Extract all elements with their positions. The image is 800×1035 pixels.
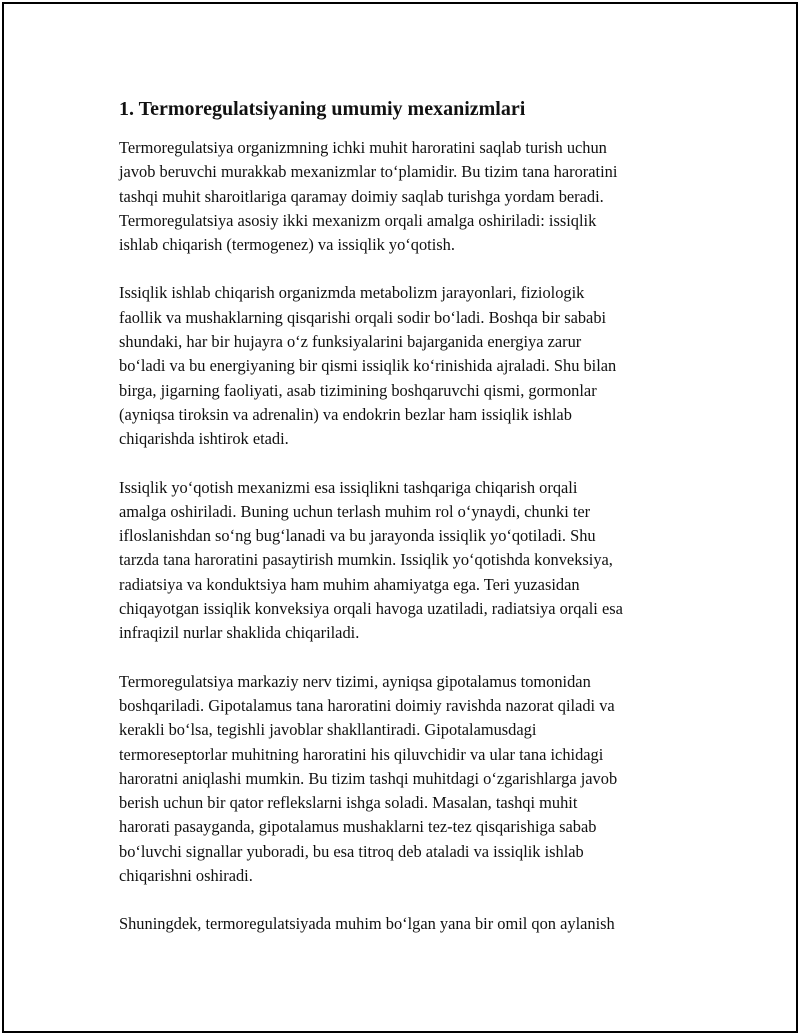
paragraph (119, 912, 699, 936)
paragraph-line: chiqayotgan issiqlik konveksiya orqali havoga uzatiladi, radiatsiya orqali esa (119, 599, 623, 619)
paragraph-list (119, 136, 699, 937)
paragraph-line: haroratni aniqlashi mumkin. Bu tizim tashqi muhitdagi o‘zgarishlarga javob (119, 768, 618, 788)
paragraph-line: bo‘luvchi signallar yuboradi, bu esa titroq deb ataladi va issiqlik ishlab (119, 841, 584, 861)
paragraph-line: Shuningdek, termoregulatsiyada muhim bo‘lgan yana bir omil qon aylanish (119, 914, 615, 934)
paragraph (119, 670, 699, 889)
paragraph-line: amalga oshiriladi. Buning uchun terlash muhim rol o‘ynaydi, chunki ter (119, 501, 591, 521)
paragraph-line: tashqi muhit sharoitlariga qaramay doimiy saqlab turishga yordam beradi. (119, 186, 604, 206)
paragraph (119, 476, 699, 646)
paragraph-line: Termoregulatsiya asosiy ikki mexanizm orqali amalga oshiriladi: issiqlik (119, 210, 597, 230)
paragraph (119, 281, 699, 451)
paragraph (119, 136, 699, 257)
paragraph-line: boshqariladi. Gipotalamus tana haroratini doimiy ravishda nazorat qiladi va (119, 695, 615, 715)
document-body (119, 96, 699, 961)
paragraph-line: Issiqlik yo‘qotish mexanizmi esa issiqlikni tashqariga chiqarish orqali (119, 477, 578, 497)
paragraph-line: faollik va mushaklarning qisqarishi orqali sodir bo‘ladi. Boshqa bir sababi (119, 307, 607, 327)
paragraph-line: bo‘ladi va bu energiyaning bir qismi issiqlik ko‘rinishida ajraladi. Shu bilan (119, 356, 617, 376)
paragraph-line: chiqarishni oshiradi. (119, 866, 253, 886)
paragraph-line: ifloslanishdan so‘ng bug‘lanadi va bu jarayonda issiqlik yo‘qotiladi. Shu (119, 526, 596, 546)
paragraph-line: radiatsiya va konduktsiya ham muhim ahamiyatga ega. Teri yuzasidan (119, 574, 580, 594)
paragraph-line: shundaki, har bir hujayra o‘z funksiyalarini bajarganida energiya zarur (119, 332, 582, 352)
document-page (2, 2, 798, 1033)
paragraph-line: Termoregulatsiya organizmning ichki muhit haroratini saqlab turish uchun (119, 138, 607, 157)
paragraph-line: javob beruvchi murakkab mexanizmlar to‘plamidir. Bu tizim tana haroratini (119, 162, 618, 182)
paragraph-line: ishlab chiqarish (termogenez) va issiqlik yo‘qotish. (119, 235, 455, 255)
section-heading: 1. Termoregulatsiyaning umumiy mexanizmlari (119, 98, 526, 120)
paragraph-line: kerakli bo‘lsa, tegishli javoblar shakllantiradi. Gipotalamusdagi (119, 720, 537, 740)
paragraph-line: berish uchun bir qator reflekslarni ishga soladi. Masalan, tashqi muhit (119, 793, 578, 813)
paragraph-line: tarzda tana haroratini pasaytirish mumkin. Issiqlik yo‘qotishda konveksiya, (119, 550, 613, 570)
paragraph-line: Issiqlik ishlab chiqarish organizmda metabolizm jarayonlari, fiziologik (119, 283, 585, 303)
paragraph-line: chiqarishda ishtirok etadi. (119, 429, 289, 449)
paragraph-line: birga, jigarning faoliyati, asab tizimining boshqaruvchi qismi, gormonlar (119, 380, 597, 400)
paragraph-line: infraqizil nurlar shaklida chiqariladi. (119, 623, 360, 643)
paragraph-line: Termoregulatsiya markaziy nerv tizimi, ayniqsa gipotalamus tomonidan (119, 671, 591, 691)
paragraph-line: harorati pasayganda, gipotalamus mushaklarni tez-tez qisqarishiga sabab (119, 817, 597, 837)
paragraph-line: termoreseptorlar muhitning haroratini his qiluvchidir va ular tana ichidagi (119, 744, 604, 764)
paragraph-line: (ayniqsa tiroksin va adrenalin) va endokrin bezlar ham issiqlik ishlab (119, 404, 572, 424)
